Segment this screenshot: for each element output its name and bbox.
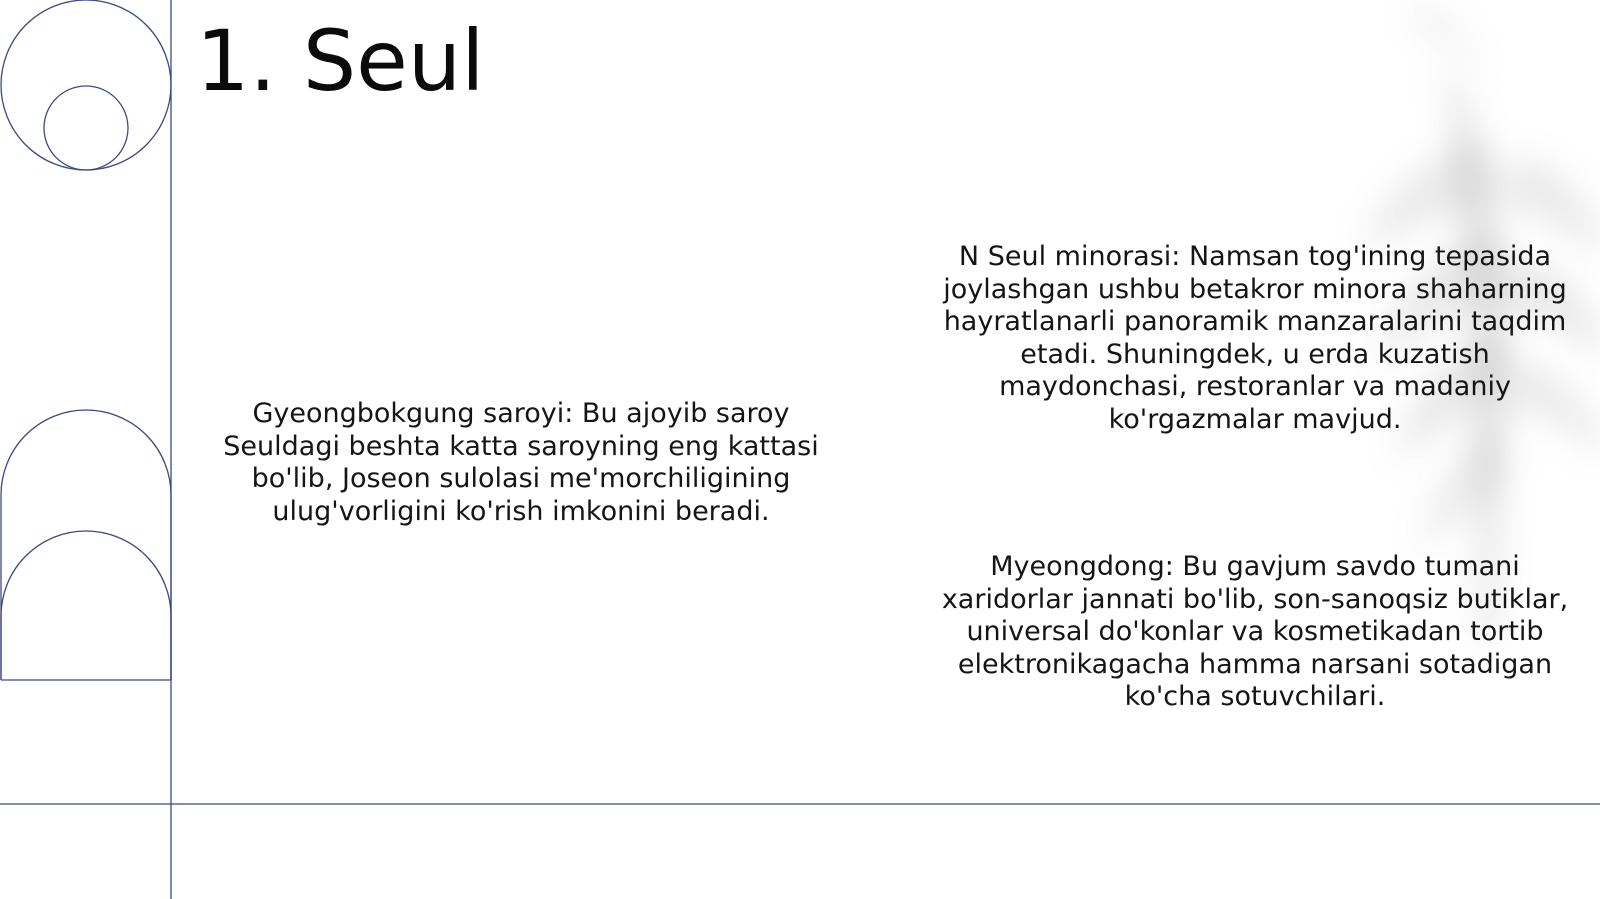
- paragraph-gyeongbokgung: Gyeongbokgung saroyi: Bu ajoyib saroy Seuldagi beshta katta saroyning eng kattasi bo'lib, Joseon sulolasi me'morchiligining ulug'vorligini ko'rish imkonini beradi.: [223, 398, 819, 527]
- small-circle: [44, 86, 128, 170]
- paragraph-n-seoul-tower: N Seul minorasi: Namsan tog'ining tepasida joylashgan ushbu betakror minora shaharning hayratlanarli panoramik manzaralarini taqdim etadi. Shuningdek, u erda kuzatish maydonchasi, restoranlar va madaniy ko'rgazmalar mavjud.: [943, 241, 1567, 435]
- paragraph-myeongdong: Myeongdong: Bu gavjum savdo tumani xaridorlar jannati bo'lib, son-sanoqsiz butiklar, universal do'konlar va kosmetikadan tortib elektronikagacha hamma narsani sotadigan ko'cha sotuvchilari.: [941, 551, 1569, 712]
- lower-arch: [1, 531, 171, 680]
- slide-title: 1. Seul: [196, 12, 485, 110]
- large-circle: [1, 0, 171, 170]
- upper-arch: [1, 410, 171, 680]
